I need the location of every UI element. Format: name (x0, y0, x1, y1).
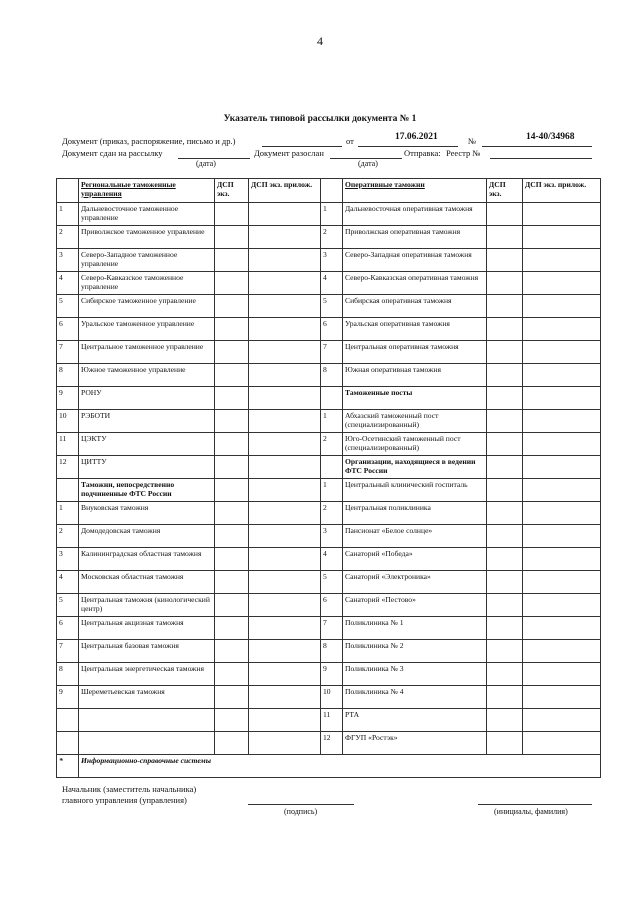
row-left-dsp-cell[interactable] (215, 226, 249, 249)
row-right-dsp-attach-cell[interactable] (523, 502, 601, 525)
row-left-number (57, 732, 79, 755)
row-left-number: 8 (57, 663, 79, 686)
row-left-dsp-cell[interactable] (215, 732, 249, 755)
row-left-recipient: Домодедовская таможня (79, 525, 215, 548)
row-left-number: 1 (57, 203, 79, 226)
row-right-dsp-cell[interactable] (487, 502, 523, 525)
row-right-dsp-cell[interactable] (487, 479, 523, 502)
row-right-dsp-attach-cell[interactable] (523, 686, 601, 709)
row-left-number: 2 (57, 226, 79, 249)
row-right-number: 1 (321, 203, 343, 226)
header-dsp-attach-left: ДСП экз. прилож. (249, 179, 321, 203)
row-right-dsp-attach-cell[interactable] (523, 341, 601, 364)
table-row (57, 410, 601, 433)
row-left-recipient: Приволжское таможенное управление (79, 226, 215, 249)
row-right-recipient: Поликлиника № 2 (343, 640, 487, 663)
row-right-dsp-attach-cell[interactable] (523, 732, 601, 755)
row-right-recipient: ФГУП «Ростэк» (343, 732, 487, 755)
row-right-recipient: Санаторий «Электроника» (343, 571, 487, 594)
row-left-dsp-cell[interactable] (215, 640, 249, 663)
document-title: Указатель типовой рассылки документа № 1 (223, 114, 417, 124)
row-right-number: 1 (321, 479, 343, 502)
row-right-dsp-attach-cell[interactable] (523, 318, 601, 341)
row-left-dsp-cell[interactable] (215, 525, 249, 548)
table-row (57, 617, 601, 640)
row-right-number: 4 (321, 272, 343, 295)
table-row (57, 640, 601, 663)
row-left-recipient: Северо-Кавказское таможенное управление (79, 272, 215, 295)
row-right-recipient: Поликлиника № 1 (343, 617, 487, 640)
row-left-recipient: Московская областная таможня (79, 571, 215, 594)
row-right-recipient: Сибирская оперативная таможня (343, 295, 487, 318)
row-left-dsp-cell[interactable] (215, 594, 249, 617)
doc-number-field[interactable] (482, 146, 592, 147)
footer-text: Информационно-справочные системы (79, 755, 601, 778)
row-right-dsp-cell[interactable] (487, 318, 523, 341)
initials-caption: (инициалы, фамилия) (494, 807, 568, 816)
row-left-recipient: Внуковская таможня (79, 502, 215, 525)
row-left-number: 6 (57, 318, 79, 341)
row-left-recipient: Уральское таможенное управление (79, 318, 215, 341)
row-left-recipient: РОНУ (79, 387, 215, 410)
row-right-dsp-attach-cell[interactable] (523, 709, 601, 732)
row-left-dsp-cell[interactable] (215, 571, 249, 594)
row-right-dsp-cell[interactable] (487, 410, 523, 433)
row-right-dsp-attach-cell[interactable] (523, 479, 601, 502)
row-right-dsp-attach-cell[interactable] (523, 640, 601, 663)
row-right-number: 5 (321, 571, 343, 594)
row-left-recipient (79, 709, 215, 732)
row-right-dsp-cell[interactable] (487, 732, 523, 755)
row-right-dsp-attach-cell[interactable] (523, 663, 601, 686)
page-number: 4 (317, 34, 323, 48)
row-left-recipient: Шереметьевская таможня (79, 686, 215, 709)
row-left-number: 5 (57, 594, 79, 617)
row-right-recipient: Пансионат «Белое солнце» (343, 525, 487, 548)
table-row (57, 387, 601, 410)
row-right-dsp-attach-cell[interactable] (523, 272, 601, 295)
row-left-number: 8 (57, 364, 79, 387)
row-right-recipient: Поликлиника № 3 (343, 663, 487, 686)
table-row (57, 479, 601, 502)
row-left-dsp-attach-cell[interactable] (249, 594, 321, 617)
row-left-dsp-attach-cell[interactable] (249, 203, 321, 226)
row-left-number: 12 (57, 456, 79, 479)
row-left-dsp-cell[interactable] (215, 387, 249, 410)
row-right-dsp-attach-cell[interactable] (523, 571, 601, 594)
row-right-recipient: Юго-Осетинский таможенный пост (специализированный) (343, 433, 487, 456)
header-dsp-attach-right: ДСП экз. прилож. (523, 179, 601, 203)
table-row (57, 226, 601, 249)
row-left-dsp-attach-cell[interactable] (249, 548, 321, 571)
row-right-recipient: Поликлиника № 4 (343, 686, 487, 709)
row-right-dsp-cell[interactable] (487, 226, 523, 249)
row-left-recipient: РЭБОТИ (79, 410, 215, 433)
row-right-number (321, 387, 343, 410)
table-row (57, 364, 601, 387)
table-row (57, 732, 601, 755)
row-left-dsp-attach-cell[interactable] (249, 341, 321, 364)
row-right-number: 7 (321, 341, 343, 364)
table-row (57, 502, 601, 525)
table-row (57, 318, 601, 341)
table-header-row (57, 179, 601, 203)
table-row (57, 456, 601, 479)
row-right-dsp-cell[interactable] (487, 663, 523, 686)
row-left-dsp-cell[interactable] (215, 617, 249, 640)
row-right-recipient: Дальневосточная оперативная таможня (343, 203, 487, 226)
row-left-dsp-attach-cell[interactable] (249, 318, 321, 341)
row-left-recipient: Северо-Западное таможенное управление (79, 249, 215, 272)
row-left-number (57, 479, 79, 502)
row-right-recipient: Приволжская оперативная таможня (343, 226, 487, 249)
row-left-dsp-attach-cell[interactable] (249, 640, 321, 663)
table-row (57, 663, 601, 686)
sent-label: Документ сдан на рассылку (62, 148, 163, 158)
initials-field[interactable] (478, 804, 592, 805)
row-left-dsp-cell[interactable] (215, 502, 249, 525)
row-right-number: 7 (321, 617, 343, 640)
row-left-number: 5 (57, 295, 79, 318)
table-row (57, 548, 601, 571)
row-left-dsp-cell[interactable] (215, 548, 249, 571)
table-row (57, 686, 601, 709)
row-right-dsp-attach-cell[interactable] (523, 548, 601, 571)
row-right-dsp-cell[interactable] (487, 594, 523, 617)
table-row (57, 203, 601, 226)
row-right-dsp-cell[interactable] (487, 617, 523, 640)
row-left-recipient: Центральное таможенное управление (79, 341, 215, 364)
row-left-dsp-cell[interactable] (215, 709, 249, 732)
distributed-label: Документ разослан (254, 148, 324, 158)
row-left-dsp-cell[interactable] (215, 295, 249, 318)
doc-from-label: от (346, 136, 354, 146)
row-right-number: 8 (321, 364, 343, 387)
row-right-dsp-cell[interactable] (487, 456, 523, 479)
row-right-number: 5 (321, 295, 343, 318)
signature-title-line1: Начальник (заместитель начальника) (62, 784, 197, 794)
row-right-dsp-attach-cell[interactable] (523, 617, 601, 640)
signature-caption: (подпись) (284, 807, 318, 816)
row-left-recipient: Центральная акцизная таможня (79, 617, 215, 640)
table-row (57, 525, 601, 548)
row-left-number: 9 (57, 686, 79, 709)
doc-date-field[interactable] (358, 146, 458, 147)
row-right-dsp-attach-cell[interactable] (523, 433, 601, 456)
header-dsp-right: ДСП экз. (487, 179, 523, 203)
table-row (57, 341, 601, 364)
row-right-dsp-cell[interactable] (487, 640, 523, 663)
table-row (57, 571, 601, 594)
row-left-recipient (79, 732, 215, 755)
row-left-dsp-attach-cell[interactable] (249, 249, 321, 272)
row-left-dsp-cell[interactable] (215, 272, 249, 295)
row-right-recipient: Санаторий «Победа» (343, 548, 487, 571)
row-right-dsp-cell[interactable] (487, 387, 523, 410)
row-left-dsp-cell[interactable] (215, 663, 249, 686)
date-caption-1: (дата) (196, 159, 216, 168)
row-right-dsp-cell[interactable] (487, 203, 523, 226)
row-right-recipient: РТА (343, 709, 487, 732)
row-right-number: 3 (321, 525, 343, 548)
row-right-number: 10 (321, 686, 343, 709)
doc-number-value: 14-40/34968 (526, 132, 575, 142)
row-right-number: 12 (321, 732, 343, 755)
table-row (57, 249, 601, 272)
date-caption-2: (дата) (358, 159, 378, 168)
signature-field[interactable] (248, 804, 354, 805)
row-left-dsp-attach-cell[interactable] (249, 456, 321, 479)
row-right-dsp-attach-cell[interactable] (523, 226, 601, 249)
row-left-number: 6 (57, 617, 79, 640)
row-left-recipient: Сибирское таможенное управление (79, 295, 215, 318)
row-right-dsp-cell[interactable] (487, 295, 523, 318)
row-left-dsp-cell[interactable] (215, 341, 249, 364)
row-right-dsp-attach-cell[interactable] (523, 410, 601, 433)
row-right-dsp-attach-cell[interactable] (523, 594, 601, 617)
row-left-recipient: Дальневосточное таможенное управление (79, 203, 215, 226)
table-row (57, 272, 601, 295)
row-left-dsp-attach-cell[interactable] (249, 686, 321, 709)
row-right-dsp-attach-cell[interactable] (523, 456, 601, 479)
row-right-number: 8 (321, 640, 343, 663)
signature-title-line2: главного управления (управления) (62, 795, 187, 805)
row-left-number: 7 (57, 640, 79, 663)
doc-type-label: Документ (приказ, распоряжение, письмо и др.) (62, 136, 236, 146)
row-right-recipient: Уральская оперативная таможня (343, 318, 487, 341)
row-right-number: 3 (321, 249, 343, 272)
row-left-dsp-cell[interactable] (215, 433, 249, 456)
dispatch-label: Отправка: (404, 148, 441, 158)
row-left-dsp-attach-cell[interactable] (249, 272, 321, 295)
row-left-dsp-attach-cell[interactable] (249, 617, 321, 640)
row-right-number: 11 (321, 709, 343, 732)
row-right-dsp-cell[interactable] (487, 364, 523, 387)
row-right-dsp-cell[interactable] (487, 249, 523, 272)
table-footer-row (57, 755, 601, 778)
row-right-dsp-attach-cell[interactable] (523, 249, 601, 272)
row-left-dsp-attach-cell[interactable] (249, 502, 321, 525)
row-left-number: 11 (57, 433, 79, 456)
row-right-dsp-cell[interactable] (487, 341, 523, 364)
row-left-number (57, 709, 79, 732)
row-right-dsp-attach-cell[interactable] (523, 203, 601, 226)
row-left-dsp-attach-cell[interactable] (249, 295, 321, 318)
row-left-recipient: Таможни, непосредственно подчиненные ФТС России (79, 479, 215, 502)
row-right-number: 6 (321, 318, 343, 341)
row-right-recipient: Центральная поликлиника (343, 502, 487, 525)
row-left-dsp-attach-cell[interactable] (249, 525, 321, 548)
row-right-dsp-cell[interactable] (487, 709, 523, 732)
row-left-dsp-attach-cell[interactable] (249, 663, 321, 686)
row-left-number: 4 (57, 571, 79, 594)
row-right-recipient: Таможенные посты (343, 387, 487, 410)
row-right-number: 4 (321, 548, 343, 571)
row-right-number: 2 (321, 433, 343, 456)
row-right-number: 9 (321, 663, 343, 686)
row-left-number: 3 (57, 249, 79, 272)
row-right-dsp-cell[interactable] (487, 272, 523, 295)
header-operational-title: Оперативные таможни (343, 179, 487, 203)
signature-title (62, 784, 196, 806)
register-number-field[interactable] (490, 158, 592, 159)
row-right-dsp-cell[interactable] (487, 548, 523, 571)
row-left-recipient: Центральная таможня (кинологический центр) (79, 594, 215, 617)
table-row (57, 433, 601, 456)
doc-number-label: № (468, 136, 477, 146)
row-left-dsp-cell[interactable] (215, 686, 249, 709)
row-right-dsp-attach-cell[interactable] (523, 295, 601, 318)
row-left-number: 9 (57, 387, 79, 410)
row-left-number: 10 (57, 410, 79, 433)
row-left-dsp-cell[interactable] (215, 318, 249, 341)
row-right-number: 1 (321, 410, 343, 433)
header-num-right (321, 179, 343, 203)
row-left-recipient: Калининградская областная таможня (79, 548, 215, 571)
row-right-dsp-cell[interactable] (487, 525, 523, 548)
row-left-dsp-attach-cell[interactable] (249, 709, 321, 732)
row-right-recipient: Северо-Западная оперативная таможня (343, 249, 487, 272)
row-left-dsp-attach-cell[interactable] (249, 479, 321, 502)
register-label: Реестр № (446, 148, 481, 158)
doc-date-value: 17.06.2021 (395, 132, 438, 142)
row-right-number (321, 456, 343, 479)
row-right-dsp-cell[interactable] (487, 686, 523, 709)
row-left-recipient: Центральная базовая таможня (79, 640, 215, 663)
row-right-number: 6 (321, 594, 343, 617)
row-left-number: 3 (57, 548, 79, 571)
row-right-recipient: Абхазский таможенный пост (специализированный) (343, 410, 487, 433)
header-dsp-left: ДСП экз. (215, 179, 249, 203)
row-left-dsp-cell[interactable] (215, 203, 249, 226)
row-right-dsp-attach-cell[interactable] (523, 364, 601, 387)
row-right-recipient: Организации, находящиеся в ведении ФТС России (343, 456, 487, 479)
row-right-recipient: Северо-Кавказская оперативная таможня (343, 272, 487, 295)
row-left-dsp-attach-cell[interactable] (249, 410, 321, 433)
header-num-left (57, 179, 79, 203)
row-right-dsp-cell[interactable] (487, 571, 523, 594)
row-left-dsp-cell[interactable] (215, 249, 249, 272)
footer-mark: * (57, 755, 79, 778)
row-left-dsp-attach-cell[interactable] (249, 433, 321, 456)
row-left-recipient: ЦИТТУ (79, 456, 215, 479)
table-row (57, 594, 601, 617)
row-right-dsp-attach-cell[interactable] (523, 525, 601, 548)
row-left-dsp-attach-cell[interactable] (249, 571, 321, 594)
row-left-dsp-cell[interactable] (215, 479, 249, 502)
distribution-table (56, 178, 601, 778)
doc-type-field[interactable] (262, 146, 342, 147)
row-left-dsp-cell[interactable] (215, 410, 249, 433)
row-right-number: 2 (321, 226, 343, 249)
row-left-recipient: ЦЭКТУ (79, 433, 215, 456)
row-right-recipient: Южная оперативная таможня (343, 364, 487, 387)
row-left-dsp-attach-cell[interactable] (249, 364, 321, 387)
row-left-dsp-attach-cell[interactable] (249, 732, 321, 755)
table-row (57, 295, 601, 318)
row-right-recipient: Центральная оперативная таможня (343, 341, 487, 364)
row-left-number: 4 (57, 272, 79, 295)
row-left-number: 2 (57, 525, 79, 548)
row-right-recipient: Санаторий «Пестово» (343, 594, 487, 617)
row-left-dsp-attach-cell[interactable] (249, 387, 321, 410)
row-left-dsp-cell[interactable] (215, 456, 249, 479)
row-left-recipient: Южное таможенное управление (79, 364, 215, 387)
row-left-dsp-attach-cell[interactable] (249, 226, 321, 249)
row-right-recipient: Центральный клинический госпиталь (343, 479, 487, 502)
row-right-number: 2 (321, 502, 343, 525)
row-left-number: 7 (57, 341, 79, 364)
row-left-dsp-cell[interactable] (215, 364, 249, 387)
row-left-recipient: Центральная энергетическая таможня (79, 663, 215, 686)
header-regional-title: Региональные таможенные управления (79, 179, 215, 203)
row-right-dsp-attach-cell[interactable] (523, 387, 601, 410)
row-right-dsp-cell[interactable] (487, 433, 523, 456)
row-left-number: 1 (57, 502, 79, 525)
table-row (57, 709, 601, 732)
